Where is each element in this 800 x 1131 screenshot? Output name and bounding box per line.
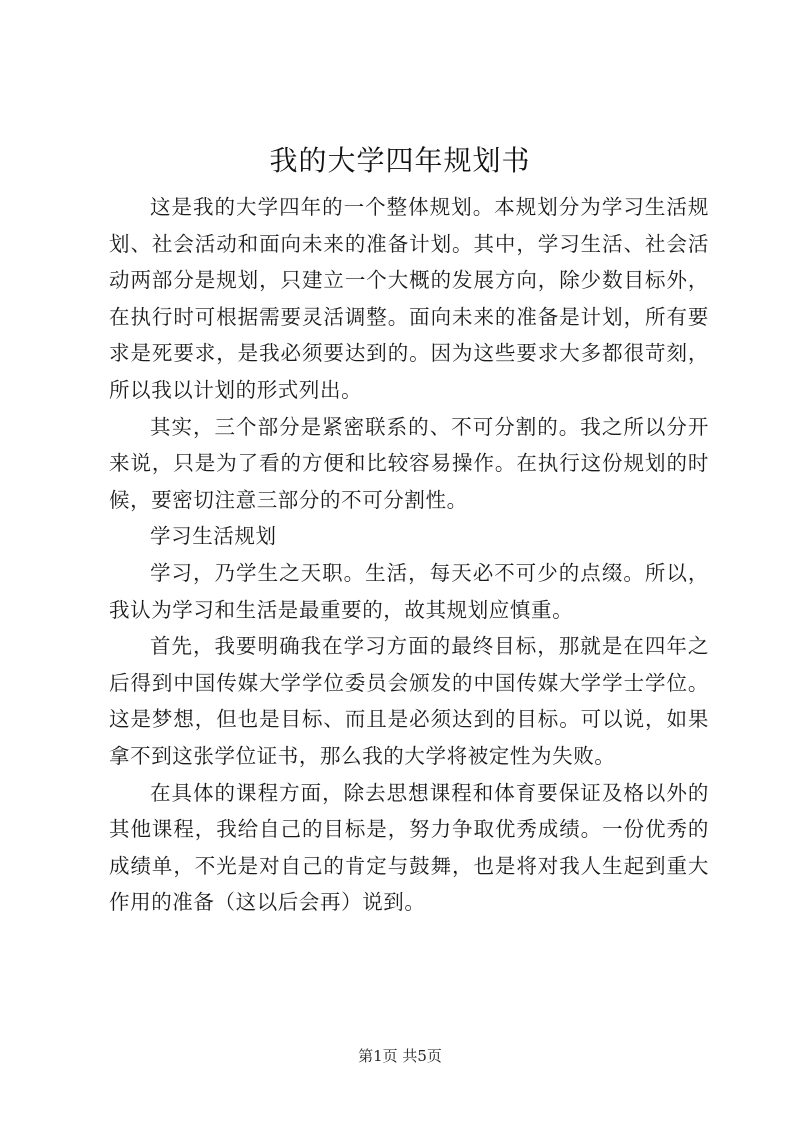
paragraph-parts: 其实，三个部分是紧密联系的、不可分割的。我之所以分开来说，只是为了看的方便和比较容易操作。在执行这份规划的时候，要密切注意三部分的不可分割性。 <box>109 414 709 512</box>
paragraph-courses: 在具体的课程方面，除去思想课程和体育要保证及格以外的其他课程，我给自己的目标是，努力争取优秀成绩。一份优秀的成绩单，不光是对自己的肯定与鼓舞，也是将对我人生起到重大作用的准备（这以后会再）说到。 <box>109 780 709 915</box>
paragraph-intro: 这是我的大学四年的一个整体规划。本规划分为学习生活规划、社会活动和面向未来的准备计划。其中，学习生活、社会活动两部分是规划，只建立一个大概的发展方向，除少数目标外，在执行时可根据需要灵活调整。面向未来的准备是计划，所有要求是死要求，是我必须要达到的。因为这些要求大多都很苛刻，所以我以计划的形式列出。 <box>109 195 709 402</box>
paragraph-goal: 首先，我要明确我在学习方面的最终目标，那就是在四年之后得到中国传媒大学学位委员会颁发的中国传媒大学学士学位。这是梦想，但也是目标、而且是必须达到的目标。可以说，如果拿不到这张学位证书，那么我的大学将被定性为失败。 <box>109 634 709 768</box>
paragraph-study-duty: 学习，乃学生之天职。生活，每天必不可少的点缀。所以，我认为学习和生活是最重要的，故其规划应慎重。 <box>109 560 709 622</box>
document-body <box>109 189 709 921</box>
document-title: 我的大学四年规划书 <box>269 144 531 177</box>
page-number-footer: 第1页 共5页 <box>358 1047 442 1065</box>
section-heading-study-life: 学习生活规划 <box>150 524 277 549</box>
